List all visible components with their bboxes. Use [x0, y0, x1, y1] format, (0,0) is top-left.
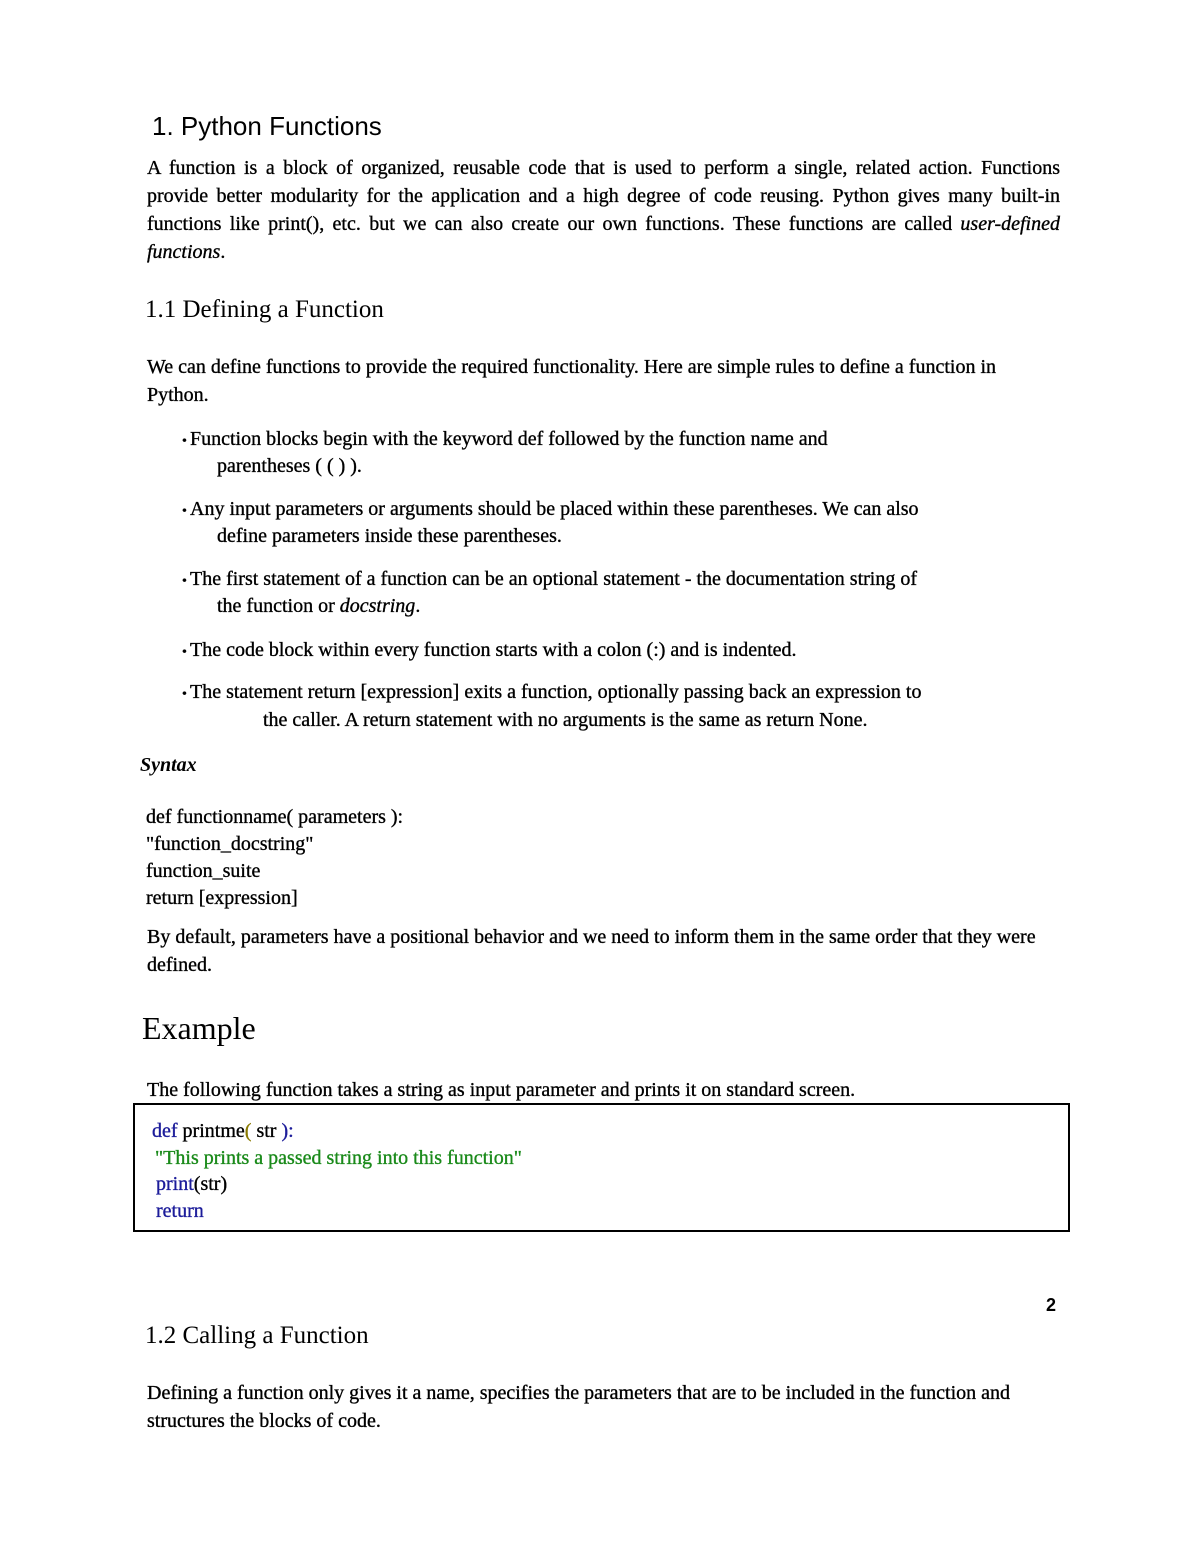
code-keyword: print — [156, 1173, 194, 1195]
example-description: The following function takes a string as input parameter and prints it on standard screen. — [147, 1079, 856, 1101]
syntax-line: return [expression] — [146, 887, 298, 909]
intro-emphasis: user-defined functions — [147, 213, 1060, 263]
bullet-text: The first statement of a function can be an optional statement - the documentation string of — [190, 568, 918, 590]
code-paren: ): — [281, 1120, 294, 1142]
code-line-docstring: "This prints a passed string into this function" — [155, 1147, 522, 1169]
page-title: 1. Python Functions — [152, 111, 382, 141]
bullet-icon: • — [182, 504, 187, 519]
syntax-line: def functionname( parameters ): — [146, 806, 404, 828]
bullet-icon: • — [182, 434, 187, 449]
bullet-continuation: parentheses ( ( ) ). — [217, 455, 362, 477]
bullet-icon: • — [182, 687, 187, 702]
syntax-line: "function_docstring" — [146, 833, 314, 855]
bullet-continuation: define parameters inside these parentheses. — [217, 525, 562, 547]
page-number: 2 — [1046, 1295, 1057, 1315]
code-paren: ( — [244, 1120, 252, 1142]
bullet-item — [182, 636, 1062, 667]
bullet-icon: • — [182, 574, 187, 589]
defining-intro: We can define functions to provide the required functionality. Here are simple rules to define a function in Python. — [147, 356, 997, 406]
bullet-text: The statement return [expression] exits a function, optionally passing back an expression to — [190, 681, 922, 703]
section-heading-defining: 1.1 Defining a Function — [145, 296, 384, 323]
docstring-emphasis: docstring — [339, 595, 416, 617]
code-arg: str — [251, 1120, 282, 1142]
bullet-continuation: the caller. A return statement with no arguments is the same as return None. — [263, 709, 868, 731]
intro-end: . — [220, 241, 226, 263]
section-heading-calling: 1.2 Calling a Function — [145, 1322, 369, 1349]
intro-text: A function is a block of organized, reusable code that is used to perform a single, related action. Functions provide better modularity for the application and a high degree of code reusing. Python gives many built-in functions like print(), etc. but we can also create our own functions. These functions are called — [147, 157, 1060, 235]
bullet-icon: • — [182, 645, 187, 660]
bullet-item — [182, 678, 1062, 709]
bullet-continuation — [217, 592, 420, 620]
code-line-print — [156, 1171, 227, 1197]
bullet-text: . — [415, 595, 421, 617]
default-note: By default, parameters have a positional behavior and we need to inform them in the same order that they were defined. — [147, 926, 1036, 976]
calling-paragraph: Defining a function only gives it a name, specifies the parameters that are to be included in the function and structures the blocks of code. — [147, 1382, 1011, 1432]
example-heading: Example — [142, 1010, 256, 1046]
bullet-text: Any input parameters or arguments should be placed within these parentheses. We can also — [190, 498, 919, 520]
code-block — [133, 1103, 1070, 1232]
code-function-name: printme — [177, 1120, 245, 1142]
bullet-text: the function or — [217, 595, 340, 617]
intro-paragraph — [147, 154, 1060, 266]
syntax-line: function_suite — [146, 860, 261, 882]
code-call-args: (str) — [193, 1173, 228, 1195]
code-line-return: return — [156, 1200, 204, 1222]
code-line-def — [152, 1118, 294, 1144]
syntax-label: Syntax — [140, 754, 197, 776]
code-keyword: def — [152, 1120, 178, 1142]
bullet-text: The code block within every function starts with a colon (:) and is indented. — [190, 639, 797, 661]
bullet-text: Function blocks begin with the keyword def followed by the function name and — [190, 428, 828, 450]
